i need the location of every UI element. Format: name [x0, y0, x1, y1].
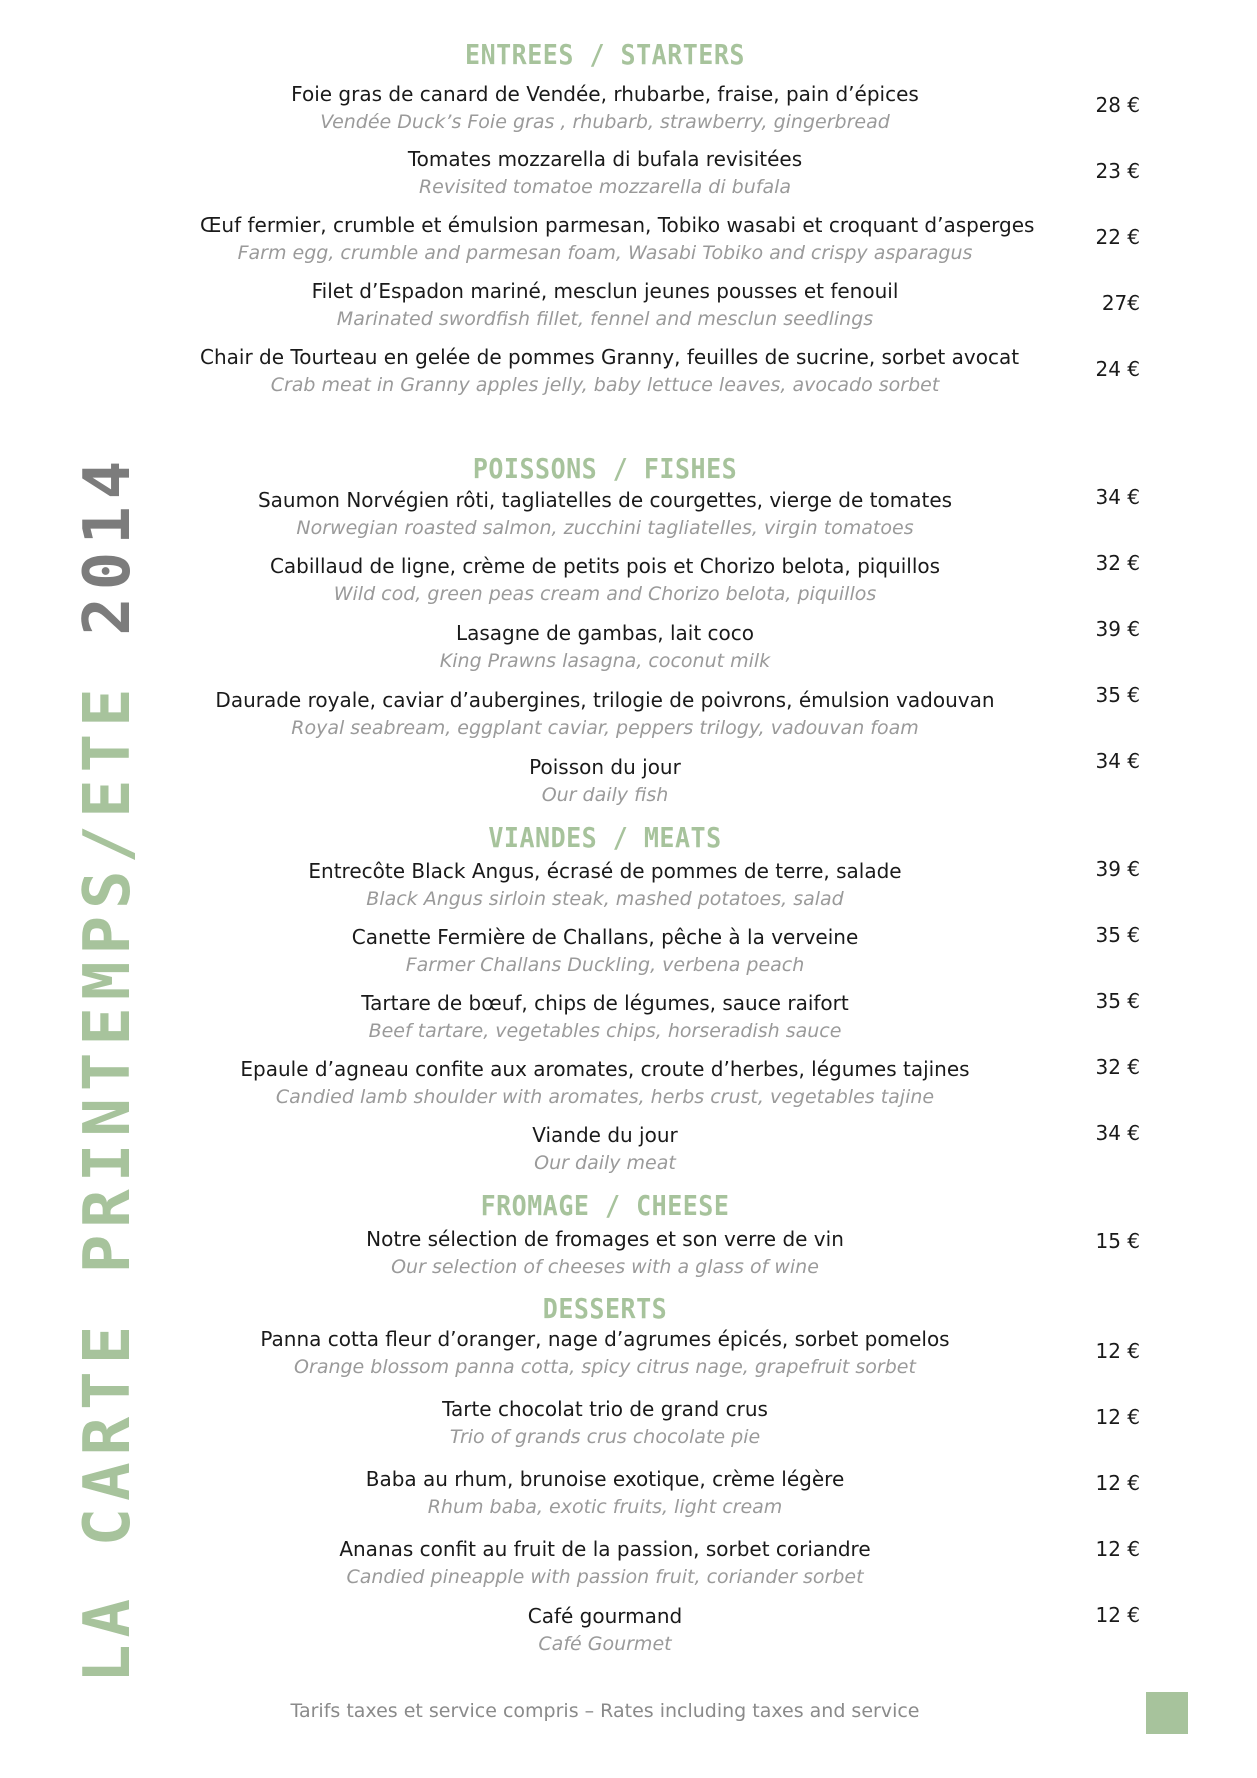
menu-item [200, 1121, 1010, 1177]
dish-name-fr: Viande du jour [532, 1123, 678, 1147]
menu-item [200, 1602, 1010, 1658]
dish-name-en: Black Angus sirloin steak, mashed potatoes, salad [366, 888, 844, 910]
menu-item [200, 1325, 1010, 1381]
section-heading-poissons: POISSONS / FISHES [472, 452, 738, 485]
dish-price: 12 € [1095, 1405, 1140, 1429]
dish-price: 32 € [1095, 551, 1140, 575]
dish-price: 23 € [1095, 159, 1140, 183]
dish-name-en: Norwegian roasted salmon, zucchini tagliatelles, virgin tomatoes [296, 517, 914, 539]
dish-name-fr: Tarte chocolat trio de grand crus [442, 1397, 768, 1421]
menu-item [200, 552, 1010, 608]
dish-price: 27€ [1101, 291, 1140, 315]
menu-title-season: LA CARTE PRINTEMPS/ETE [71, 681, 145, 1683]
dish-name-en: Orange blossom panna cotta, spicy citrus nage, grapefruit sorbet [294, 1356, 916, 1378]
menu-item [200, 1055, 1010, 1111]
menu-item [200, 923, 1010, 979]
menu-item [200, 486, 1010, 542]
dish-name-fr: Saumon Norvégien rôti, tagliatelles de courgettes, vierge de tomates [257, 488, 953, 512]
section-heading-viandes: VIANDES / MEATS [488, 821, 722, 854]
dish-price: 22 € [1095, 225, 1140, 249]
menu-title-year: 2014 [71, 453, 145, 636]
dish-price: 12 € [1095, 1339, 1140, 1363]
dish-price: 12 € [1095, 1471, 1140, 1495]
dish-name-fr: Tomates mozzarella di bufala revisitées [407, 147, 803, 171]
dish-price: 34 € [1095, 485, 1140, 509]
dish-name-en: Revisited tomatoe mozzarella di bufala [418, 176, 792, 198]
menu-item [200, 277, 1010, 333]
dish-name-en: Farm egg, crumble and parmesan foam, Wasabi Tobiko and crispy asparagus [237, 242, 973, 264]
dish-name-fr: Baba au rhum, brunoise exotique, crème légère [365, 1467, 845, 1491]
dish-name-en: Our daily meat [534, 1152, 676, 1174]
dish-name-en: Candied lamb shoulder with aromates, herbs crust, vegetables tajine [275, 1086, 935, 1108]
dish-price: 28 € [1095, 93, 1140, 117]
dish-name-fr: Entrecôte Black Angus, écrasé de pommes de terre, salade [308, 859, 902, 883]
dish-name-fr: Epaule d’agneau confite aux aromates, croute d’herbes, légumes tajines [240, 1057, 970, 1081]
dish-price: 34 € [1095, 749, 1140, 773]
dish-name-fr: Foie gras de canard de Vendée, rhubarbe, fraise, pain d’épices [291, 82, 919, 106]
menu-item [200, 145, 1010, 201]
menu-item [200, 619, 1010, 675]
dish-price: 39 € [1095, 857, 1140, 881]
dish-price: 34 € [1095, 1121, 1140, 1145]
dish-price: 35 € [1095, 989, 1140, 1013]
dish-name-fr: Poisson du jour [529, 755, 681, 779]
dish-name-en: Beef tartare, vegetables chips, horseradish sauce [368, 1020, 842, 1042]
dish-price: 12 € [1095, 1603, 1140, 1627]
dish-name-fr: Panna cotta fleur d’oranger, nage d’agrumes épicés, sorbet pomelos [260, 1327, 950, 1351]
menu-item [200, 1465, 1010, 1521]
dish-name-en: Royal seabream, eggplant caviar, peppers trilogy, vadouvan foam [291, 717, 919, 739]
dish-name-fr: Notre sélection de fromages et son verre de vin [366, 1227, 844, 1251]
dish-name-en: Our selection of cheeses with a glass of wine [391, 1256, 819, 1278]
dish-price: 32 € [1095, 1055, 1140, 1079]
dish-name-fr: Cabillaud de ligne, crème de petits pois et Chorizo belota, piquillos [269, 554, 941, 578]
dish-name-en: Vendée Duck’s Foie gras , rhubarb, strawberry, gingerbread [320, 111, 890, 133]
dish-price: 35 € [1095, 923, 1140, 947]
menu-item [200, 80, 1010, 136]
dish-name-en: Crab meat in Granny apples jelly, baby lettuce leaves, avocado sorbet [270, 374, 940, 396]
dish-name-fr: Ananas confit au fruit de la passion, sorbet coriandre [339, 1537, 871, 1561]
dish-name-en: Rhum baba, exotic fruits, light cream [427, 1496, 783, 1518]
menu-item [200, 753, 1010, 809]
menu-title [72, 303, 144, 1683]
section-heading-entrees: ENTREES / STARTERS [465, 38, 745, 71]
menu-item [200, 1535, 1010, 1591]
dish-name-en: Farmer Challans Duckling, verbena peach [405, 954, 805, 976]
dish-name-fr: Tartare de bœuf, chips de légumes, sauce raifort [361, 991, 849, 1015]
menu-item [200, 211, 1035, 267]
dish-name-en: Trio of grands crus chocolate pie [449, 1426, 761, 1448]
dish-name-en: Candied pineapple with passion fruit, coriander sorbet [346, 1566, 864, 1588]
dish-name-fr: Filet d’Espadon mariné, mesclun jeunes pousses et fenouil [311, 279, 899, 303]
dish-name-en: Marinated swordfish fillet, fennel and mesclun seedlings [336, 308, 874, 330]
dish-name-fr: Chair de Tourteau en gelée de pommes Granny, feuilles de sucrine, sorbet avocat [200, 345, 1020, 369]
dish-name-fr: Daurade royale, caviar d’aubergines, trilogie de poivrons, émulsion vadouvan [215, 688, 995, 712]
dish-price: 35 € [1095, 683, 1140, 707]
menu-item [200, 857, 1010, 913]
dish-name-fr: Lasagne de gambas, lait coco [455, 621, 755, 645]
decorative-square [1146, 1692, 1188, 1734]
dish-price: 15 € [1095, 1229, 1140, 1253]
dish-name-fr: Café gourmand [527, 1604, 683, 1628]
dish-price: 24 € [1095, 357, 1140, 381]
dish-name-en: King Prawns lasagna, coconut milk [439, 650, 771, 672]
section-heading-desserts: DESSERTS [542, 1292, 668, 1325]
dish-name-en: Café Gourmet [538, 1633, 672, 1655]
menu-item [200, 343, 1020, 399]
pricing-footnote: Tarifs taxes et service compris – Rates including taxes and service [290, 1700, 920, 1722]
dish-name-en: Our daily fish [541, 784, 669, 806]
menu-item [200, 1395, 1010, 1451]
section-heading-fromage: FROMAGE / CHEESE [480, 1189, 730, 1222]
menu-item [200, 686, 1010, 742]
menu-item [200, 1225, 1010, 1281]
dish-name-en: Wild cod, green peas cream and Chorizo belota, piquillos [333, 583, 877, 605]
dish-price: 39 € [1095, 617, 1140, 641]
dish-name-fr: Œuf fermier, crumble et émulsion parmesan, Tobiko wasabi et croquant d’asperges [200, 213, 1035, 237]
menu-item [200, 989, 1010, 1045]
dish-name-fr: Canette Fermière de Challans, pêche à la verveine [351, 925, 859, 949]
dish-price: 12 € [1095, 1537, 1140, 1561]
